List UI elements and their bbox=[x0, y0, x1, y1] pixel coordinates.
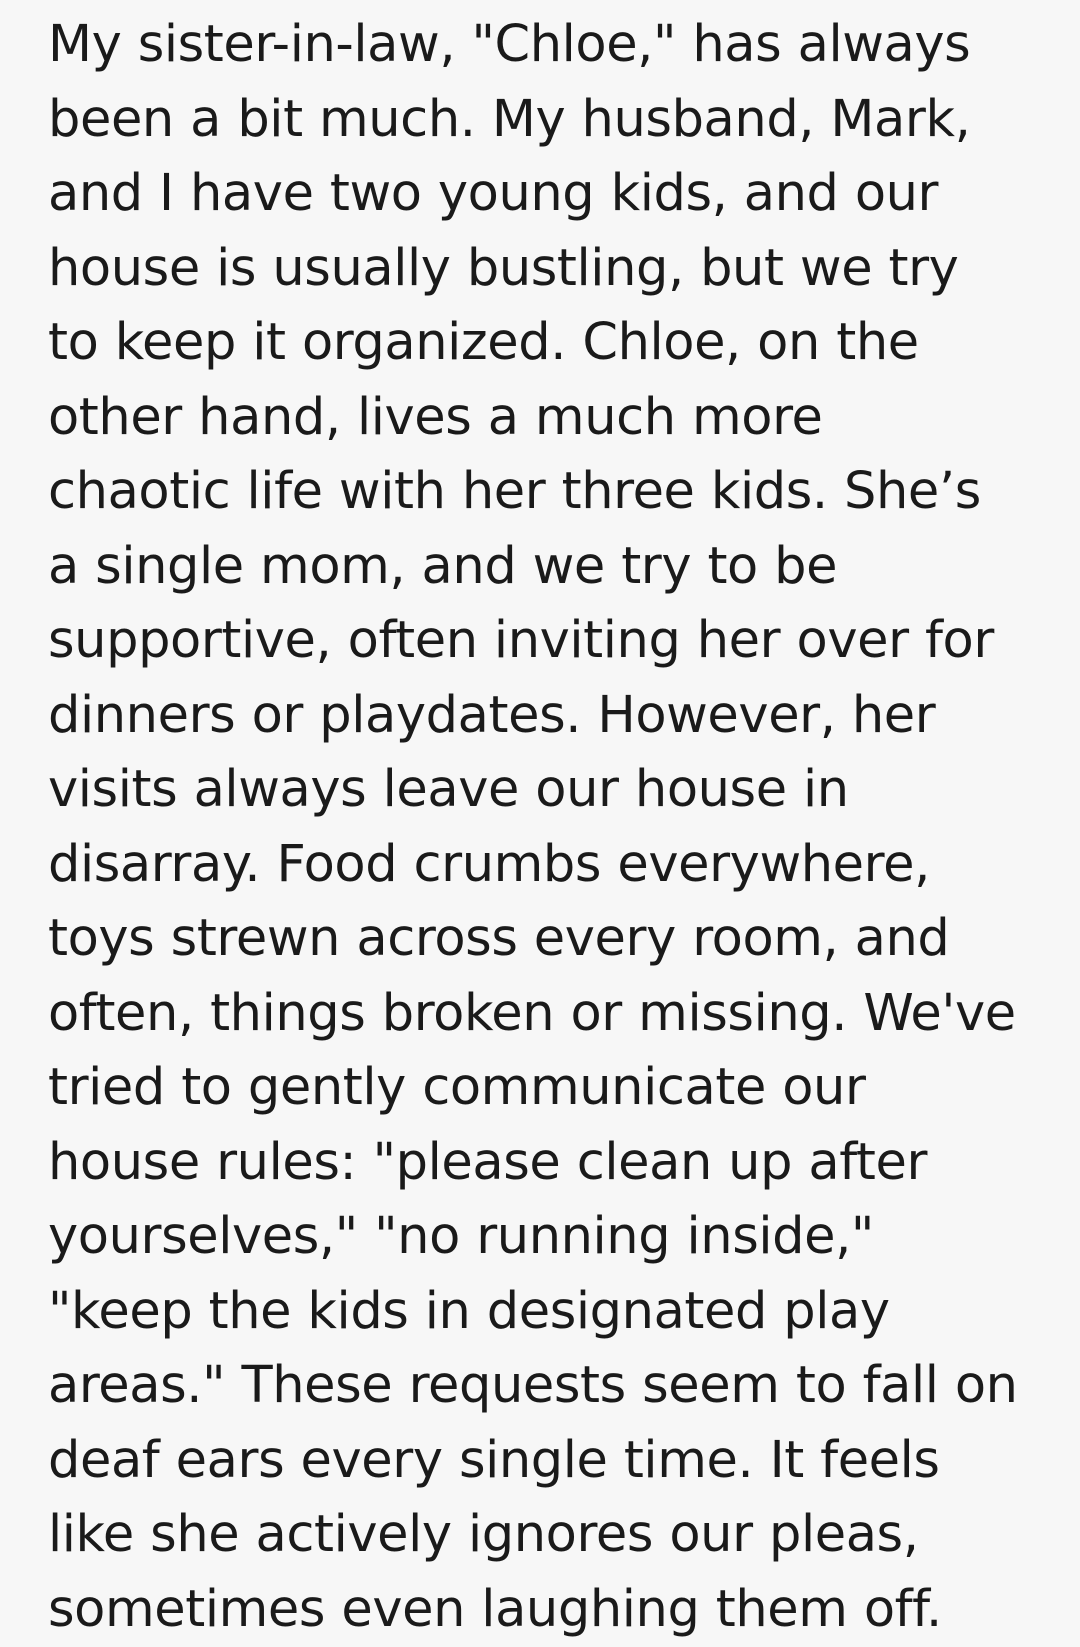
story-paragraph: My sister-in-law, "Chloe," has always been a bit much. My husband, Mark, and I have two young kids, and our house is usually bustling, but we try to keep it organized. Chloe, on the other hand, lives a much more chaotic life with her three kids. She’s a single mom, and we try to be supportive, often inviting her over for dinners or playdates. However, her visits always leave our house in disarray. Food crumbs everywhere, toys strewn across every room, and often, things broken or missing. We've tried to gently communicate our house rules: "please clean up after yourselves," "no running inside," "keep the kids in designated play areas." These requests seem to fall on deaf ears every single time. It feels like she actively ignores our pleas, sometimes even laughing them off. bbox=[48, 15, 1034, 1639]
